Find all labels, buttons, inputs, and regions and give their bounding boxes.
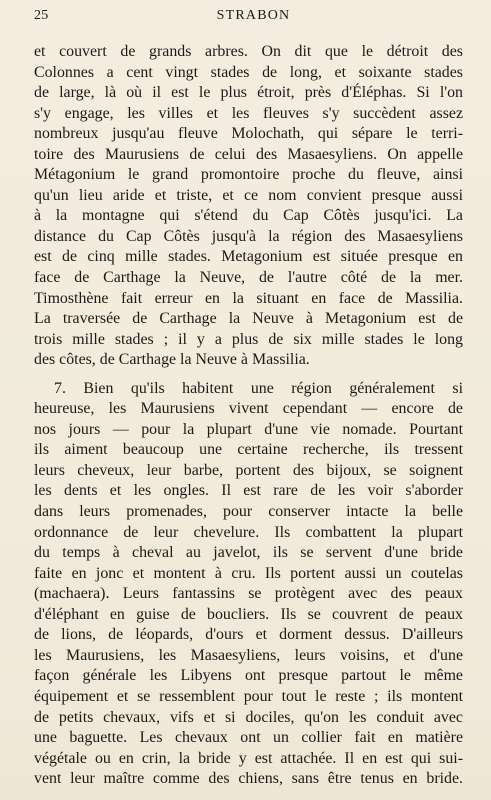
- text-line: La traversée de Carthage la Neuve à Metagonium est de: [34, 310, 463, 328]
- text-line: d'éléphant en guise de boucliers. Ils se couvrent de peaux: [34, 605, 463, 623]
- page-header: [34, 8, 473, 30]
- text-line: toire des Maurusiens de celui des Masaesyliens. On appelle: [34, 145, 463, 163]
- text-line: faite en jonc et montent à cru. Ils portent aussi un coutelas: [34, 564, 463, 582]
- running-head: STRABON: [216, 8, 291, 23]
- text-line: de large, là où il est le plus étroit, près d'Éléphas. Si l'on: [34, 84, 463, 102]
- text-line: (machaera). Leurs fantassins se protègent avec des peaux: [34, 585, 463, 603]
- text-line: les dents et les ongles. Il est rare de les voir s'aborder: [34, 482, 463, 500]
- text-line: nombreux jusqu'au fleuve Molochath, qui sépare le terri-: [34, 125, 463, 143]
- text-line: nos jours — pour la plupart d'une vie nomade. Pourtant: [34, 420, 463, 438]
- text-line: Colonnes a cent vingt stades de long, et soixante stades: [34, 63, 463, 81]
- body-text: [34, 42, 463, 790]
- text-line: de lions, de léopards, d'ours et dorment dessus. D'ailleurs: [34, 626, 463, 644]
- text-line: des côtes, de Carthage la Neuve à Massilia.: [34, 351, 310, 369]
- paragraph-gap: [34, 371, 463, 379]
- text-line: dans leurs promenades, pour conserver intacte la belle: [34, 503, 463, 521]
- text-line: Timosthène fait erreur en la situant en face de Massilia.: [34, 289, 463, 307]
- text-line: ils aiment beaucoup une certaine recherche, ils tressent: [34, 441, 463, 459]
- text-line: façon générale les Libyens ont presque partout le même: [34, 667, 463, 685]
- text-line: trois mille stades ; il y a plus de six mille stades le long: [34, 330, 463, 348]
- text-line: les Maurusiens, les Masaesyliens, leurs voisins, et d'une: [34, 646, 463, 664]
- text-line: qu'un lieu aride et triste, et ce nom convient presque aussi: [34, 186, 463, 204]
- text-line: de petits chevaux, vifs et si dociles, qu'on les conduit avec: [34, 708, 463, 726]
- text-line: heureuse, les Maurusiens vivent cependant — encore de: [34, 400, 463, 418]
- text-line: équipement et se ressemblent pour tout le reste ; ils montent: [34, 687, 463, 705]
- text-line: 7. Bien qu'ils habitent une région généralement si: [54, 379, 463, 397]
- text-line: ordonnance de leur chevelure. Ils combattent la plupart: [34, 523, 463, 541]
- text-line: face de Carthage la Neuve, de l'autre côté de la mer.: [34, 269, 463, 287]
- text-line: est de cinq mille stades. Metagonium est située presque en: [34, 248, 463, 266]
- text-line: s'y engage, les villes et les fleuves s'y succèdent assez: [34, 104, 463, 122]
- text-line: leurs cheveux, leur barbe, portent des bijoux, se soignent: [34, 461, 463, 479]
- page-number: 25: [34, 8, 49, 23]
- text-line: vent leur maître comme des chiens, sans être tenus en bride.: [34, 770, 463, 788]
- text-line: une baguette. Les chevaux ont un collier fait en matière: [34, 729, 463, 747]
- text-line: végétale ou en crin, la bride y est attachée. Il en est qui sui-: [34, 749, 463, 767]
- text-line: à la montagne qui s'étend du Cap Côtès jusqu'ici. La: [34, 207, 463, 225]
- text-line: et couvert de grands arbres. On dit que le détroit des: [34, 43, 463, 60]
- text-line: du temps à cheval au javelot, ils se servent d'une bride: [34, 544, 463, 562]
- text-line: Métagonium le grand promontoire proche du fleuve, ainsi: [34, 166, 463, 184]
- paragraph: [34, 42, 463, 371]
- text-line: distance du Cap Côtès jusqu'à la région des Masaesyliens: [34, 227, 463, 245]
- paragraph: [34, 379, 463, 790]
